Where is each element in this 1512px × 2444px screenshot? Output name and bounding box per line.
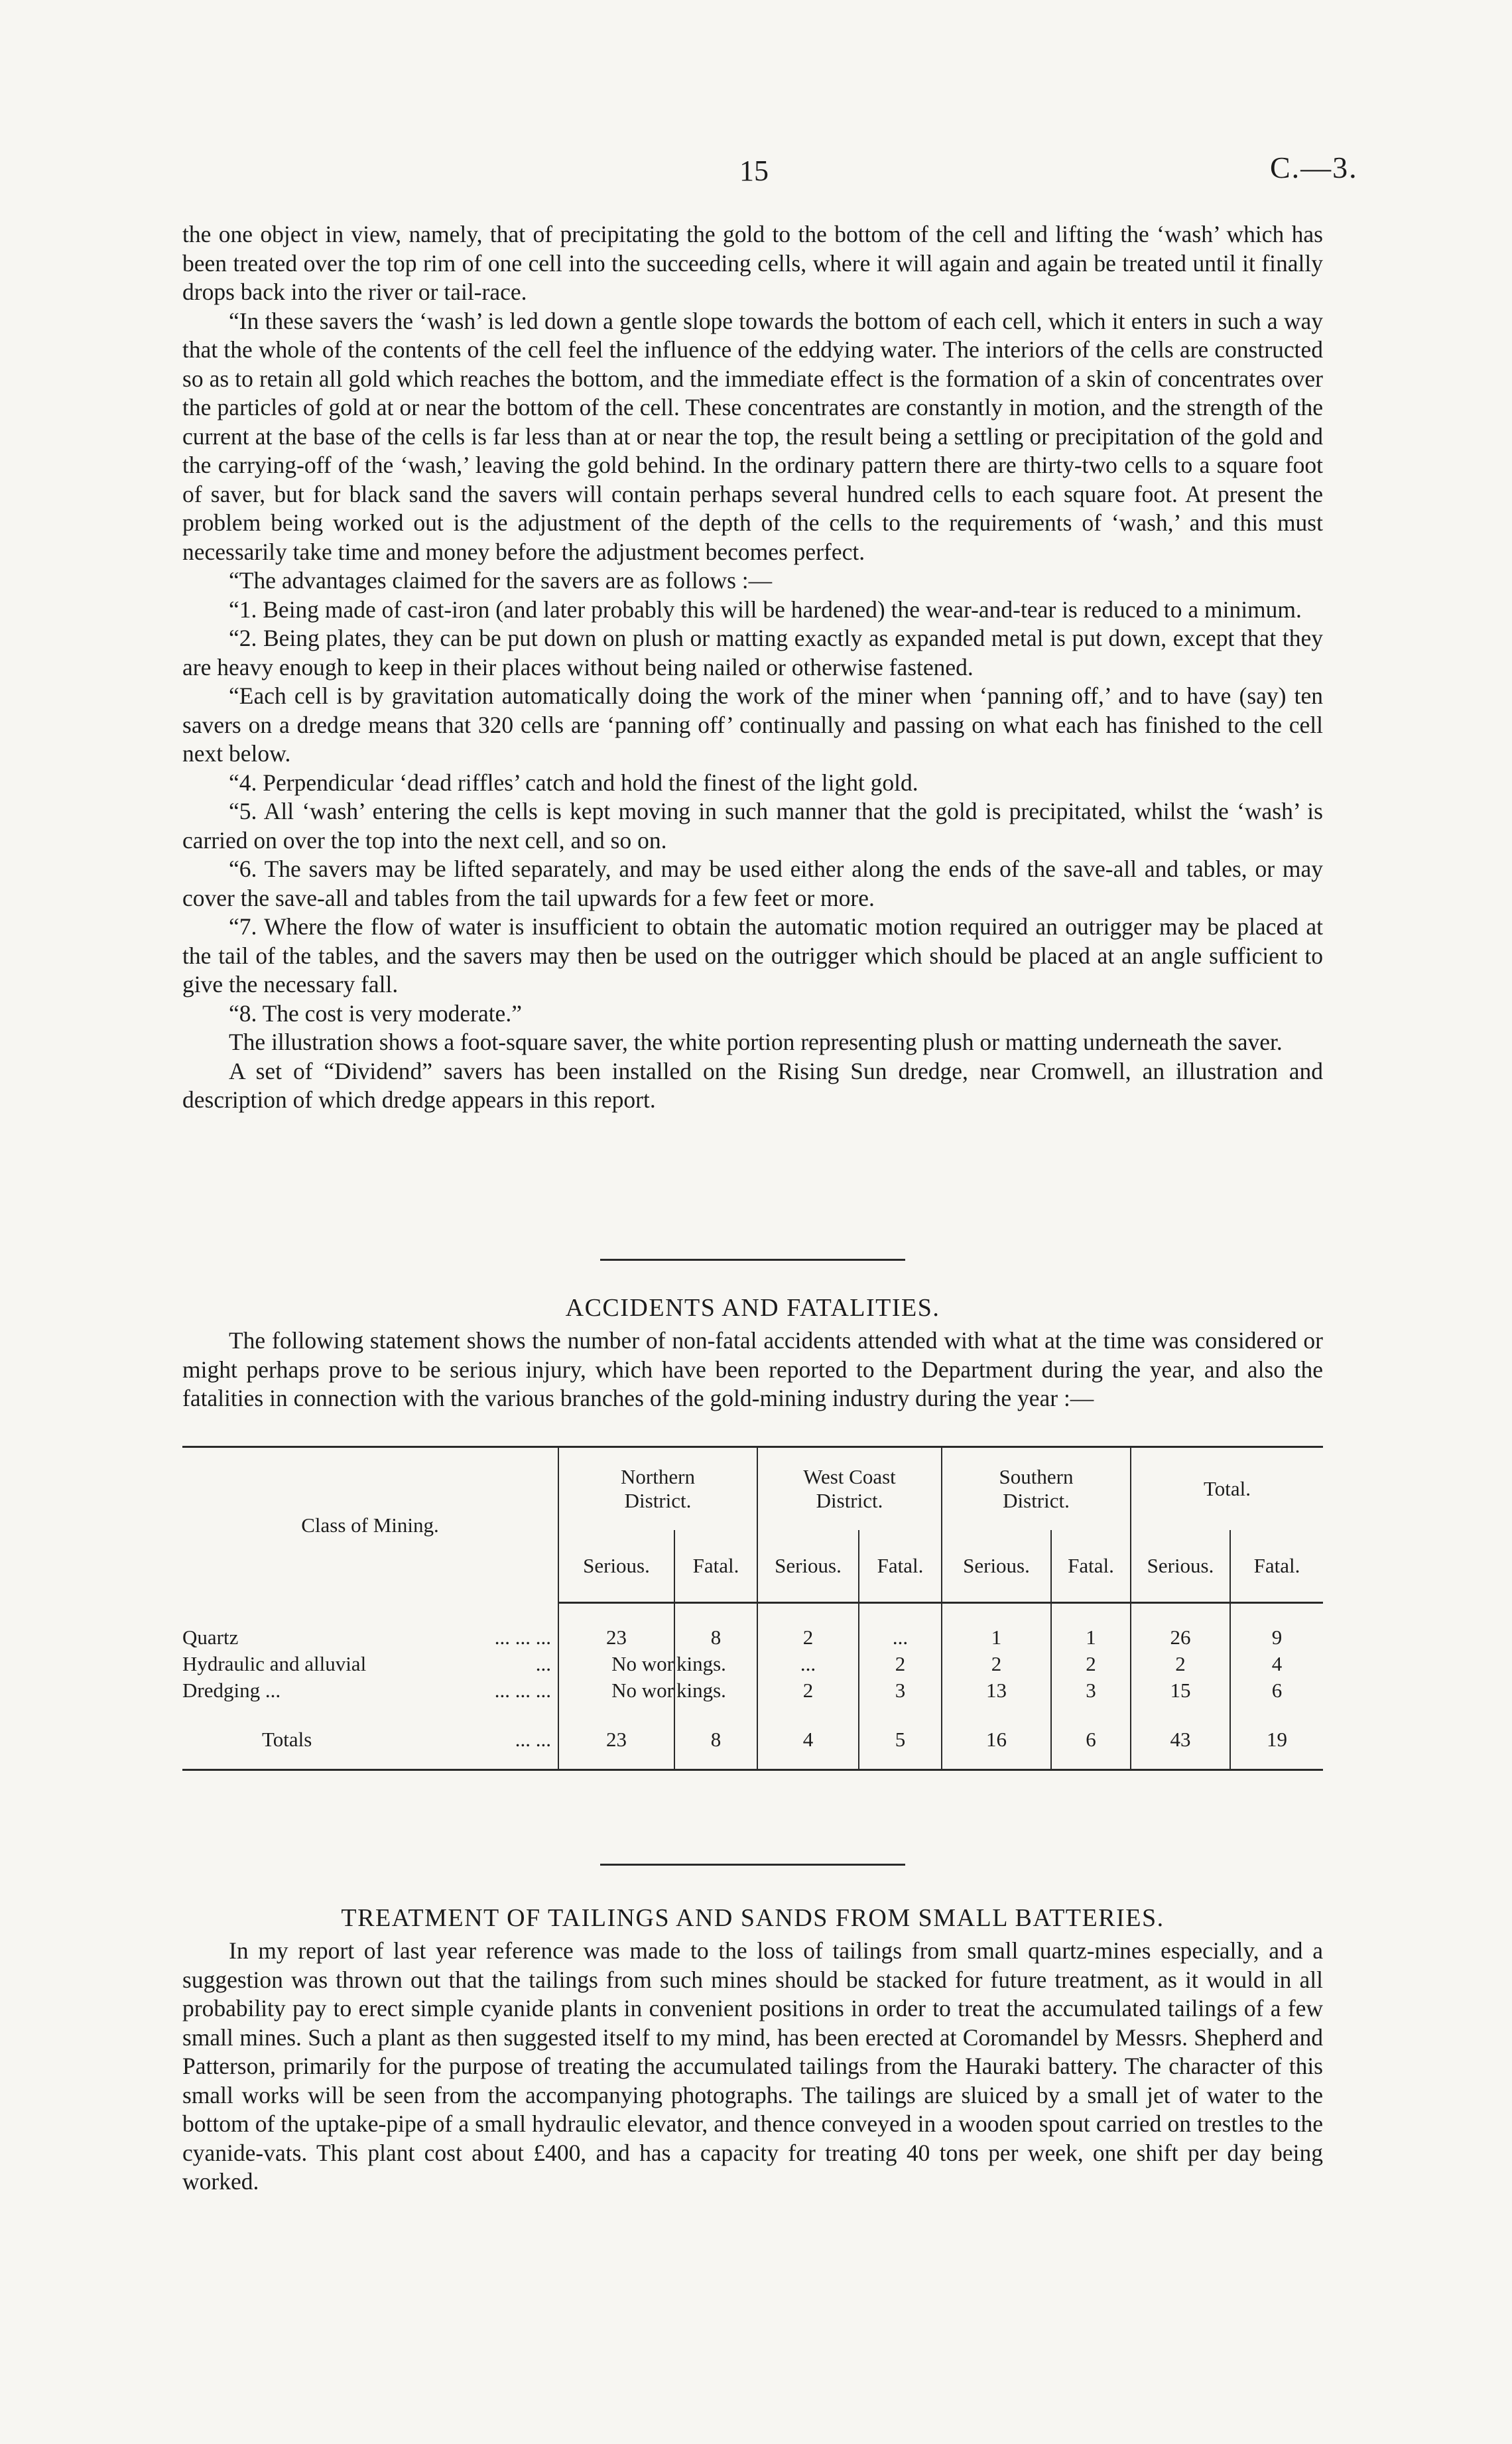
row-label — [182, 1677, 558, 1704]
table-cell: 9 — [1230, 1624, 1323, 1651]
table-row — [182, 1677, 1323, 1704]
saver-description-text — [182, 220, 1323, 1115]
table-cell: 1 — [942, 1624, 1051, 1651]
table-cell: 3 — [1051, 1677, 1131, 1704]
paragraph: “6. The savers may be lifted separately, and may be used either along the ends of the save-all and tables, or may cover the save-all and tables from the tail upwards for a few feet or more. — [182, 856, 1323, 911]
table-cell: kings. — [674, 1677, 757, 1704]
total-header: Total. — [1131, 1447, 1323, 1530]
table-cell: 2 — [859, 1651, 942, 1677]
fatal-header: Fatal. — [1230, 1530, 1323, 1603]
totals-row — [182, 1728, 1323, 1770]
table-cell: 13 — [942, 1677, 1051, 1704]
table-cell: ... — [757, 1651, 859, 1677]
paragraph: “Each cell is by gravitation automatically doing the work of the miner when ‘panning off,’ and to have (say) ten savers on a dredge means that 320 cells are ‘panning off’ continually and passing on what each has finished to the cell next below. — [182, 682, 1323, 767]
accidents-table — [182, 1446, 1323, 1771]
table-cell: 2 — [942, 1651, 1051, 1677]
district-label: West Coast District. — [803, 1464, 896, 1512]
section-divider — [600, 1864, 905, 1866]
table-cell: 15 — [1131, 1677, 1230, 1704]
paragraph: “2. Being plates, they can be put down on plush or matting exactly as expanded metal is put down, except that they are heavy enough to keep in their places without being nailed or otherwise fastened. — [182, 625, 1323, 680]
table-cell: No wor — [558, 1677, 674, 1704]
table-cell: 6 — [1051, 1728, 1131, 1770]
table-cell: ... — [859, 1624, 942, 1651]
table-cell: 8 — [674, 1728, 757, 1770]
table-cell: 8 — [674, 1624, 757, 1651]
spacer-row — [182, 1704, 1323, 1728]
table-cell: 2 — [1131, 1651, 1230, 1677]
table-cell: 19 — [1230, 1728, 1323, 1770]
table-cell: 1 — [1051, 1624, 1131, 1651]
tailings-heading: TREATMENT OF TAILINGS AND SANDS FROM SMALL BATTERIES. — [341, 1904, 1165, 1932]
report-reference: C.—3. — [1270, 151, 1358, 184]
serious-header: Serious. — [942, 1530, 1051, 1603]
paragraph: “8. The cost is very moderate.” — [229, 999, 522, 1027]
table-cell: 4 — [1230, 1651, 1323, 1677]
district-label: Northern District. — [621, 1464, 695, 1512]
leader-dots: ... ... ... — [494, 1625, 551, 1649]
row-label-text: Quartz — [182, 1625, 239, 1649]
southern-district-header — [942, 1447, 1131, 1530]
paragraph: “The advantages claimed for the savers are as follows :— — [229, 567, 773, 594]
paragraph: The illustration shows a foot-square saver, the white portion representing plush or matting underneath the saver. — [229, 1029, 1283, 1055]
fatal-header: Fatal. — [859, 1530, 942, 1603]
row-label — [182, 1728, 558, 1770]
table-cell: 4 — [757, 1728, 859, 1770]
paragraph: “4. Perpendicular ‘dead riffles’ catch and hold the finest of the light gold. — [229, 769, 918, 796]
row-label-text: Hydraulic and alluvial — [182, 1651, 367, 1675]
page-number: 15 — [739, 155, 769, 187]
class-of-mining-header: Class of Mining. — [182, 1447, 558, 1603]
paragraph: “5. All ‘wash’ entering the cells is kept moving in such manner that the gold is precipitated, whilst the ‘wash’ is carried on over the top into the next cell, and so on. — [182, 798, 1323, 854]
accidents-intro — [182, 1326, 1323, 1413]
accidents-heading: ACCIDENTS AND FATALITIES. — [565, 1294, 940, 1322]
paragraph: the one object in view, namely, that of precipitating the gold to the bottom of the cell and lifting the ‘wash’ which has been treated over the top rim of one cell into the succeeding cells, where it will again and again be treated until it finally drops back into the river or tail-race. — [182, 221, 1323, 305]
table-cell: kings. — [674, 1651, 757, 1677]
row-label — [182, 1624, 558, 1651]
district-label: Southern District. — [999, 1464, 1074, 1512]
table-cell: 2 — [757, 1677, 859, 1704]
table-cell: 16 — [942, 1728, 1051, 1770]
paragraph: “In these savers the ‘wash’ is led down a gentle slope towards the bottom of each cell, which it enters in such a way that the whole of the contents of the cell feel the influence of the eddying water. The interiors of the cells are constructed so as to retain all gold which reaches the bottom, and the immediate effect is the formation of a skin of concentrates over the particles of gold at or near the bottom of the cell. These concentrates are constantly in motion, and the strength of the current at the base of the cells is far less than at or near the top, the result being a settling or precipitation of the gold and the carrying-off of the ‘wash,’ leaving the gold behind. In the ordinary pattern there are thirty-two cells to a square foot of saver, but for black sand the savers will contain perhaps several hundred cells to each square foot. At present the problem being worked out is the adjustment of the depth of the cells to the requirements of ‘wash,’ and this must necessarily take time and money before the adjustment becomes perfect. — [182, 307, 1323, 565]
northern-district-header — [558, 1447, 757, 1530]
table-header-row — [182, 1447, 1323, 1530]
paragraph: The following statement shows the number of non-fatal accidents attended with what at the time was considered or might perhaps prove to be serious injury, which have been reported to the Department during the year, and also the fatalities in connection with the various branches of the gold-mining industry during the year :— — [182, 1327, 1323, 1411]
row-label-text: Dredging ... — [182, 1678, 281, 1702]
fatal-header: Fatal. — [674, 1530, 757, 1603]
spacer-row — [182, 1603, 1323, 1624]
table-cell: 43 — [1131, 1728, 1230, 1770]
table-cell: 2 — [1051, 1651, 1131, 1677]
table-cell: No wor — [558, 1651, 674, 1677]
table-cell: 2 — [757, 1624, 859, 1651]
table-cell: 23 — [558, 1728, 674, 1770]
leader-dots: ... ... — [515, 1727, 551, 1751]
leader-dots: ... — [535, 1651, 551, 1675]
paragraph: “7. Where the flow of water is insufficient to obtain the automatic motion required an outrigger may be placed at the tail of the tables, and the savers may then be used on the outrigger which should be placed at an angle sufficient to give the necessary fall. — [182, 913, 1323, 997]
west-coast-district-header — [757, 1447, 942, 1530]
leader-dots: ... ... ... — [494, 1678, 551, 1702]
serious-header: Serious. — [558, 1530, 674, 1603]
serious-header: Serious. — [1131, 1530, 1230, 1603]
totals-label: Totals — [262, 1727, 312, 1751]
section-divider — [600, 1259, 905, 1261]
row-label — [182, 1651, 558, 1677]
serious-header: Serious. — [757, 1530, 859, 1603]
table-cell: 3 — [859, 1677, 942, 1704]
tailings-text — [182, 1937, 1323, 2197]
table-row — [182, 1624, 1323, 1651]
paragraph: A set of “Dividend” savers has been installed on the Rising Sun dredge, near Cromwell, an illustration and description of which dredge appears in this report. — [182, 1057, 1323, 1113]
paragraph: “1. Being made of cast-iron (and later probably this will be hardened) the wear-and-tear is reduced to a minimum. — [229, 596, 1302, 623]
table-row — [182, 1651, 1323, 1677]
paragraph: In my report of last year reference was made to the loss of tailings from small quartz-mines especially, and a suggestion was thrown out that the tailings from such mines should be stacked for future treatment, as it would in all probability pay to erect simple cyanide plants in convenient positions in order to treat the accumulated tailings of a few small mines. Such a plant as then suggested itself to my mind, has been erected at Coromandel by Messrs. Shepherd and Patterson, primarily for the purpose of treating the accumulated tailings from the Hauraki battery. The character of this small works will be seen from the accompanying photographs. The tailings are sluiced by a small jet of water to the bottom of the uptake-pipe of a small hydraulic elevator, and thence conveyed in a wooden spout carried on trestles to the cyanide-vats. This plant cost about £400, and has a capacity for treating 40 tons per week, one shift per day being worked. — [182, 1937, 1323, 2195]
table-cell: 6 — [1230, 1677, 1323, 1704]
fatal-header: Fatal. — [1051, 1530, 1131, 1603]
table-cell: 26 — [1131, 1624, 1230, 1651]
table-cell: 5 — [859, 1728, 942, 1770]
table-cell: 23 — [558, 1624, 674, 1651]
